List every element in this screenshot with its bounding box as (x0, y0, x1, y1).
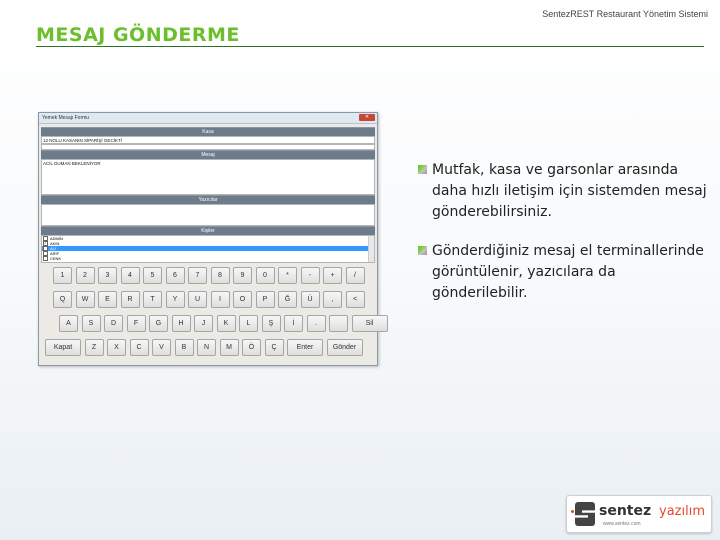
key-8[interactable]: 8 (211, 267, 230, 284)
key-q[interactable]: Q (53, 291, 72, 308)
recipient-label: ALİ (50, 246, 57, 251)
logo-brand: sentez (599, 503, 652, 519)
key-f[interactable]: F (127, 315, 146, 332)
key-h[interactable]: H (172, 315, 191, 332)
key-b[interactable]: B (175, 339, 194, 356)
key-5[interactable]: 5 (143, 267, 162, 284)
key-2[interactable]: 2 (76, 267, 95, 284)
key-j[interactable]: J (194, 315, 213, 332)
key-w[interactable]: W (76, 291, 95, 308)
key-ğ[interactable]: Ğ (278, 291, 297, 308)
key-/[interactable]: / (346, 267, 365, 284)
slide-title: MESAJ GÖNDERME (36, 24, 240, 46)
key-a[interactable]: A (59, 315, 78, 332)
recipient-label: AKIN (50, 241, 60, 246)
key-l[interactable]: L (239, 315, 258, 332)
recipient-checkbox[interactable]: ✓ (44, 246, 47, 250)
message-form-window (38, 112, 378, 366)
key-ö[interactable]: Ö (242, 339, 261, 356)
key-i̇[interactable]: İ (284, 315, 303, 332)
bullet-text: Mutfak, kasa ve garsonlar arasında daha hızlı iletişim için sistemden mesaj gönderebilirsiniz. (432, 162, 707, 220)
key-*[interactable]: * (278, 267, 297, 284)
logo-tagline: www.sentez.com (603, 521, 641, 527)
pane-header-people: Kişiler (41, 226, 375, 235)
logo-dot-icon (571, 510, 574, 513)
key-k[interactable]: K (217, 315, 236, 332)
key-0[interactable]: 0 (256, 267, 275, 284)
recipient-checkbox[interactable] (43, 256, 48, 261)
key-ş[interactable]: Ş (262, 315, 281, 332)
key-t[interactable]: T (143, 291, 162, 308)
key-6[interactable]: 6 (166, 267, 185, 284)
key-z[interactable]: Z (85, 339, 104, 356)
close-icon[interactable]: ✕ (359, 114, 375, 121)
key-kapat[interactable]: Kapat (45, 339, 81, 356)
message-textarea[interactable]: ACİL DUMAN BEKLENİYOR (41, 159, 375, 195)
logo-s-icon (575, 502, 595, 526)
key-,[interactable]: , (323, 291, 342, 308)
key-+[interactable]: + (323, 267, 342, 284)
key-o[interactable]: O (233, 291, 252, 308)
key-r[interactable]: R (121, 291, 140, 308)
key-sil[interactable]: Sil (352, 315, 388, 332)
key-ç[interactable]: Ç (265, 339, 284, 356)
bullet-square-icon (418, 246, 427, 255)
key-gönder[interactable]: Gönder (327, 339, 363, 356)
slide-caption: SentezREST Restaurant Yönetim Sistemi (542, 9, 708, 19)
logo-brand-suffix: yazılım (659, 504, 705, 519)
bullet-text: Gönderdiğiniz mesaj el terminallerinde görüntülenir, yazıcılara da gönderilebilir. (432, 243, 704, 301)
window-titlebar (39, 113, 377, 124)
kasa-field[interactable]: 12 NOLU KASANIN SİPARİŞİ GECİKTİ (41, 136, 375, 144)
key-1[interactable]: 1 (53, 267, 72, 284)
recipient-label: CENK (50, 256, 62, 261)
sentez-logo (566, 495, 712, 533)
key-4[interactable]: 4 (121, 267, 140, 284)
bullet-square-icon (418, 165, 427, 174)
key-<[interactable]: < (346, 291, 365, 308)
key-i[interactable]: I (211, 291, 230, 308)
key-3[interactable]: 3 (98, 267, 117, 284)
key-ü[interactable]: Ü (301, 291, 320, 308)
pane-header-mesaj: Mesaj (41, 150, 375, 159)
bullet-item (418, 160, 708, 223)
recipient-label: ADMİN (50, 236, 63, 241)
title-divider (36, 46, 704, 47)
key-enter[interactable]: Enter (287, 339, 323, 356)
key-x[interactable]: X (107, 339, 126, 356)
recipient-row[interactable] (42, 256, 374, 261)
recipients-scrollbar[interactable] (368, 236, 374, 262)
key-g[interactable]: G (149, 315, 168, 332)
key-u[interactable]: U (188, 291, 207, 308)
pane-header-printers: Yazıcılar (41, 195, 375, 204)
key-e[interactable]: E (98, 291, 117, 308)
key-y[interactable]: Y (166, 291, 185, 308)
key-s[interactable]: S (82, 315, 101, 332)
key-n[interactable]: N (197, 339, 216, 356)
pane-header-kasa: Kasa (41, 127, 375, 136)
bullet-list (418, 160, 708, 322)
key-c[interactable]: C (130, 339, 149, 356)
key-m[interactable]: M (220, 339, 239, 356)
key-p[interactable]: P (256, 291, 275, 308)
key-7[interactable]: 7 (188, 267, 207, 284)
key-blank[interactable] (329, 315, 348, 332)
recipient-checkbox[interactable]: ✓ (44, 241, 47, 245)
window-title: Yemek Mesajı Formu (42, 115, 90, 121)
recipient-label: ARİF (50, 251, 60, 256)
bullet-item (418, 241, 708, 304)
printers-list[interactable] (41, 204, 375, 226)
key-v[interactable]: V (152, 339, 171, 356)
key-9[interactable]: 9 (233, 267, 252, 284)
key--[interactable]: - (301, 267, 320, 284)
key-d[interactable]: D (104, 315, 123, 332)
recipients-list[interactable] (41, 235, 375, 263)
key-.[interactable]: . (307, 315, 326, 332)
